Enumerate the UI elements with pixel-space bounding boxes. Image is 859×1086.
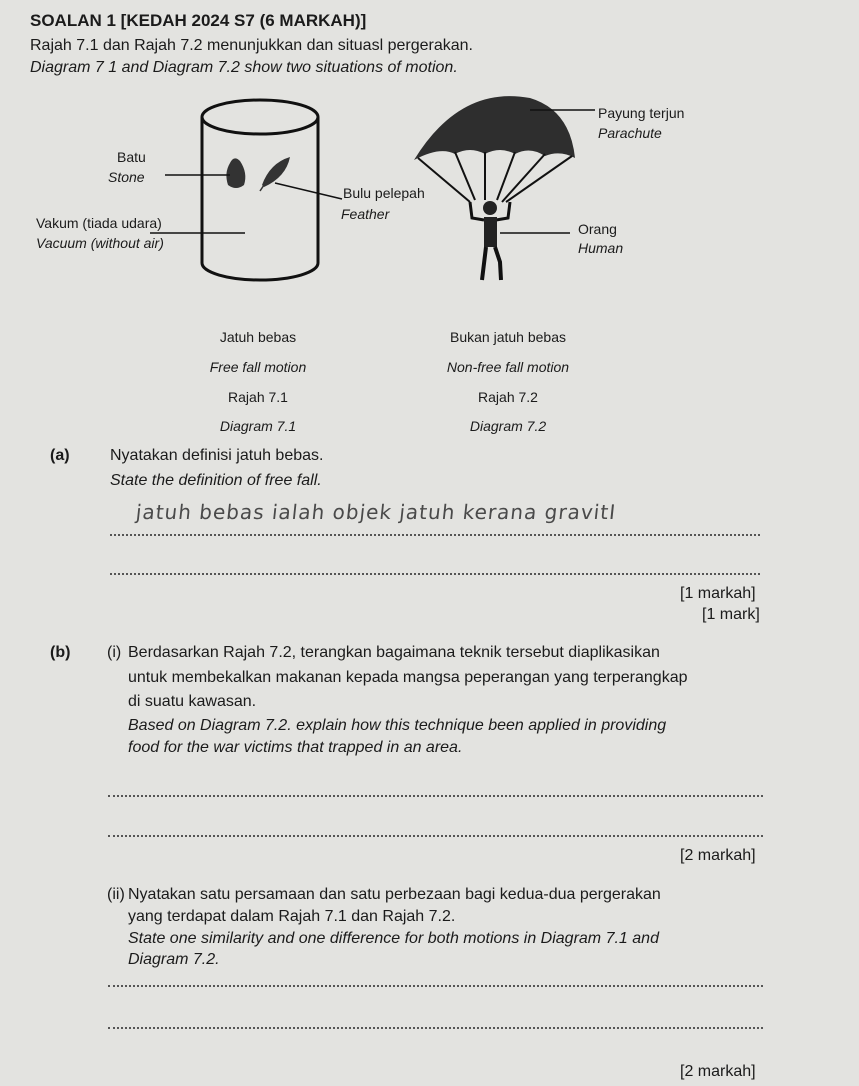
part-b-ii-label: (ii) [107, 886, 125, 903]
part-a-marks-en: [1 mark] [702, 606, 760, 623]
feather-label-ms: Bulu pelepah [343, 185, 425, 201]
caption-7-1-ms: Jatuh bebas [219, 329, 297, 345]
stone-icon [226, 158, 245, 188]
part-a-question-ms: Nyatakan definisi jatuh bebas. [110, 447, 324, 464]
feather-label-en: Feather [341, 206, 390, 222]
vacuum-label-en: Vacuum (without air) [36, 235, 164, 251]
part-b-ii-question-en-1: State one similarity and one difference for both motions in Diagram 7.1 and [128, 930, 659, 947]
answer-line [108, 795, 763, 797]
answer-line [108, 1027, 763, 1029]
answer-line [110, 573, 760, 575]
part-b-i-question-ms-1: Berdasarkan Rajah 7.2, terangkan bagaimana teknik tersebut diaplikasikan [128, 644, 660, 661]
part-b-ii-question-ms-2: yang terdapat dalam Rajah 7.1 dan Rajah 7.2. [128, 908, 456, 925]
part-b-i-question-en-1: Based on Diagram 7.2. explain how this technique been applied in providing [128, 717, 667, 734]
part-a-marks-ms: [1 markah] [680, 585, 756, 602]
part-b-i-marks: [2 markah] [680, 847, 756, 864]
parachute-label-ms: Payung terjun [598, 105, 685, 121]
parachute-diagram [400, 90, 620, 290]
answer-line [110, 534, 760, 536]
part-b-ii-question-ms-1: Nyatakan satu persamaan dan satu perbezaan bagi kedua-dua pergerakan [128, 886, 661, 903]
diagram-7-1: Diagram 7.1 [219, 418, 297, 434]
vacuum-label-ms: Vakum (tiada udara) [36, 215, 162, 231]
answer-line [108, 835, 763, 837]
part-b-ii-question-en-2: Diagram 7.2. [128, 951, 220, 968]
diagram-7-2: Diagram 7.2 [469, 418, 547, 434]
vacuum-cylinder-diagram [150, 95, 350, 290]
part-a-label: (a) [50, 447, 70, 464]
intro-english: Diagram 7 1 and Diagram 7.2 show two situations of motion. [30, 59, 458, 76]
stone-label-en: Stone [108, 169, 145, 185]
stone-label-ms: Batu [117, 149, 146, 165]
caption-7-1-en: Free fall motion [209, 359, 307, 375]
parachute-label-en: Parachute [598, 125, 662, 141]
part-a-question-en: State the definition of free fall. [110, 472, 322, 489]
question-title: SOALAN 1 [KEDAH 2024 S7 (6 MARKAH)] [30, 11, 367, 30]
rajah-7-2: Rajah 7.2 [478, 389, 538, 405]
part-b-label: (b) [50, 644, 71, 661]
rajah-7-1: Rajah 7.1 [228, 389, 288, 405]
part-b-i-label: (i) [107, 644, 122, 661]
caption-7-2-ms: Bukan jatuh bebas [450, 329, 566, 345]
part-b-i-question-ms-3: di suatu kawasan. [128, 693, 257, 710]
human-label-ms: Orang [578, 221, 617, 237]
intro-malay: Rajah 7.1 dan Rajah 7.2 menunjukkan dan situasl pergerakan. [30, 37, 473, 54]
answer-line [108, 985, 763, 987]
handwritten-answer: jatuh bebas ialah objek jatuh kerana gravitI [134, 500, 618, 524]
human-label-en: Human [578, 240, 624, 256]
part-b-i-question-en-2: food for the war victims that trapped in an area. [128, 739, 463, 756]
caption-7-2-en: Non-free fall motion [446, 359, 570, 375]
part-b-ii-marks: [2 markah] [680, 1063, 756, 1080]
part-b-i-question-ms-2: untuk membekalkan makanan kepada mangsa peperangan yang terperangkap [128, 669, 688, 686]
